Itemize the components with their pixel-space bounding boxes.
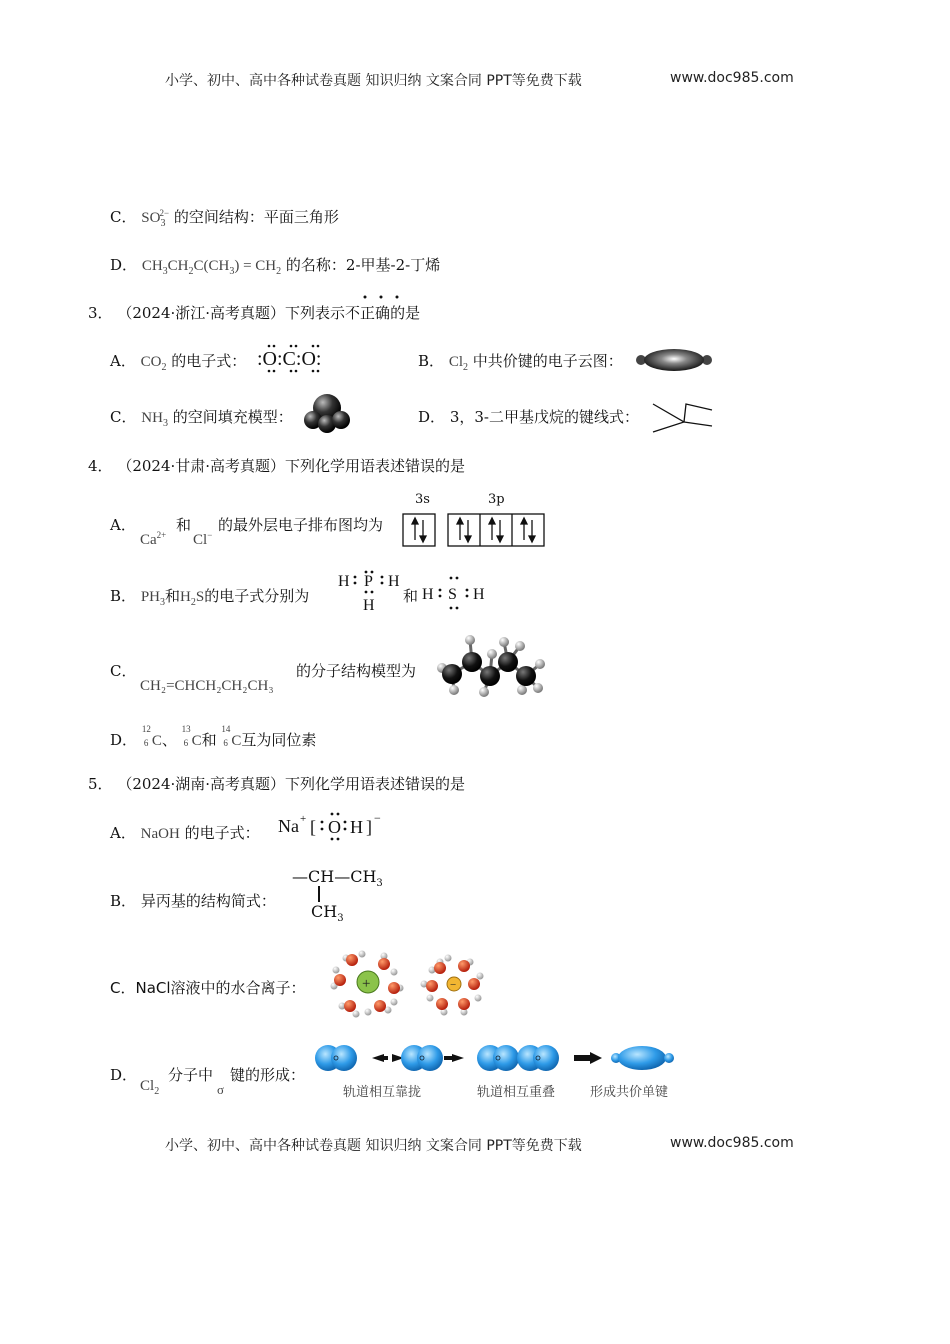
alkene-formula: $CH_3CH_2C(CH_3) = CH_2$ [141, 258, 282, 277]
caption-approach: 轨道相互靠拢 [343, 1085, 422, 1100]
ball-and-stick-model [430, 632, 552, 700]
lewis-text: :O:C:O: [257, 348, 322, 370]
question-number: 3． [88, 304, 113, 322]
caption-form-bond: 形成共价单键 [590, 1085, 669, 1100]
svg-text:H: H [338, 573, 350, 590]
carbon-14-isotope: 14 6 C [221, 724, 242, 749]
isopropyl-top: $—CH—CH_3$ [292, 867, 383, 890]
header-url[interactable]: www.doc985.com [670, 70, 794, 86]
svg-text:−: − [374, 811, 381, 825]
q4-option-d: D． 12 6 C、 13 6 C和 14 6 C互为同位素 [110, 724, 317, 749]
orbitals-overlap [477, 1045, 559, 1071]
h2s-lewis-structure [420, 574, 492, 614]
cl-ion: Cl− [193, 530, 213, 548]
q5-option-c: C．NaCl溶液中的水合离子： [110, 979, 306, 997]
q4-option-c-text: 的分子结构模型为 [296, 662, 417, 680]
svg-text:H: H [363, 597, 375, 614]
ph3-lewis-structure [336, 568, 404, 616]
q4-option-a-label: A． [110, 516, 136, 534]
svg-text:H: H [350, 817, 363, 837]
electron-cloud-image [635, 346, 713, 374]
q3-option-d: D． 3，3-二甲基戊烷的键线式： [418, 408, 639, 426]
hydrated-ions-image [328, 948, 488, 1018]
q4-option-b: B． $PH_3$和$H_2S$的电子式分别为 [110, 587, 310, 608]
svg-text:+: + [362, 976, 371, 992]
q4-option-c-label: C． [110, 662, 137, 680]
footer-text: 小学、初中、高中各种试卷真题 知识归纳 文案合同 PPT等免费下载 [165, 1138, 582, 1154]
footer-url[interactable]: www.doc985.com [670, 1135, 794, 1151]
q3-option-a: A． $CO_2$ 的电子式： [110, 352, 247, 373]
option-label: D． [110, 256, 138, 274]
orbital-diagram [402, 512, 547, 548]
orbital-3s-label: 3s [415, 492, 430, 507]
svg-text:[: [ [310, 817, 316, 837]
option-text: 的名称：2-甲基-2-丁烯 [285, 256, 441, 274]
naoh-lewis-structure [276, 808, 388, 844]
option-label: C． [110, 208, 137, 226]
q4-option-a-text: 的最外层电子排布图均为 [218, 516, 384, 534]
q5-option-d-text-b: 键的形成： [230, 1066, 306, 1084]
caption-overlap: 轨道相互重叠 [477, 1085, 556, 1100]
q5-option-d-label: D． [110, 1066, 138, 1084]
question-number: 5． [88, 775, 113, 793]
carbon-12-isotope: 12 6 C [141, 724, 162, 749]
svg-text:Na: Na [278, 816, 299, 836]
question-number: 4． [88, 457, 113, 475]
emphasis-dots [360, 294, 410, 300]
chloride-hydrated-ion [421, 955, 484, 1016]
and-text: 和 [403, 587, 419, 605]
single-covalent-bond [611, 1046, 674, 1070]
sulfite-formula: $SO_3^{2-}$ [141, 208, 170, 229]
svg-text:O: O [328, 817, 341, 837]
option-text: 的空间结构：平面三角形 [173, 208, 339, 226]
orbitals-approach-left [315, 1045, 357, 1071]
svg-text:+: + [300, 813, 307, 825]
and-text: 和 [176, 516, 192, 534]
q2-option-c [110, 206, 339, 229]
q3-option-c: C． $NH_3$ 的空间填充模型： [110, 408, 293, 429]
q2-option-d [110, 254, 440, 277]
emphasis-text: 不正确 [345, 304, 391, 322]
co2-lewis-structure [255, 340, 330, 374]
q5-option-d-text-a: 分子中 [168, 1066, 214, 1084]
q5-option-b: B． 异丙基的结构简式： [110, 892, 276, 910]
q4-stem: 4． （2024·甘肃·高考真题）下列化学用语表述错误的是 [88, 457, 466, 475]
svg-text:−: − [450, 979, 457, 991]
svg-text:]: ] [366, 817, 372, 837]
orbitals-approach-right [401, 1045, 443, 1071]
sodium-hydrated-ion [331, 951, 404, 1018]
bond-line [318, 886, 320, 902]
svg-text:H: H [388, 573, 400, 590]
q5-stem: 5． （2024·湖南·高考真题）下列化学用语表述错误的是 [88, 775, 466, 793]
isopropyl-bottom: $CH_3$ [311, 902, 344, 925]
svg-text:H: H [422, 586, 434, 603]
svg-text:H: H [473, 586, 485, 603]
skeletal-formula [650, 400, 716, 434]
nh3-space-filling-model [303, 392, 351, 434]
sigma-bond-formation-diagram [312, 1040, 684, 1078]
ca-ion: $Ca^{2+}$ [140, 530, 167, 548]
sigma-symbol: σ [217, 1082, 225, 1097]
q3-option-b: B． $Cl_2$ 中共价键的电子云图： [418, 352, 623, 373]
pentene-formula: CH₂=CHCH₂CH₂CH₃ [140, 678, 274, 694]
svg-text:P: P [364, 573, 373, 590]
cl2-formula: $Cl_2$ [140, 1078, 160, 1097]
header-text: 小学、初中、高中各种试卷真题 知识归纳 文案合同 PPT等免费下载 [165, 73, 582, 89]
svg-text:S: S [448, 586, 457, 603]
carbon-13-isotope: 13 6 C [181, 724, 202, 749]
q5-option-a: A． NaOH 的电子式： [110, 824, 260, 842]
orbital-3p-label: 3p [488, 492, 505, 507]
q3-stem: 3． （2024·浙江·高考真题）下列表示不正确的是 [88, 304, 421, 322]
